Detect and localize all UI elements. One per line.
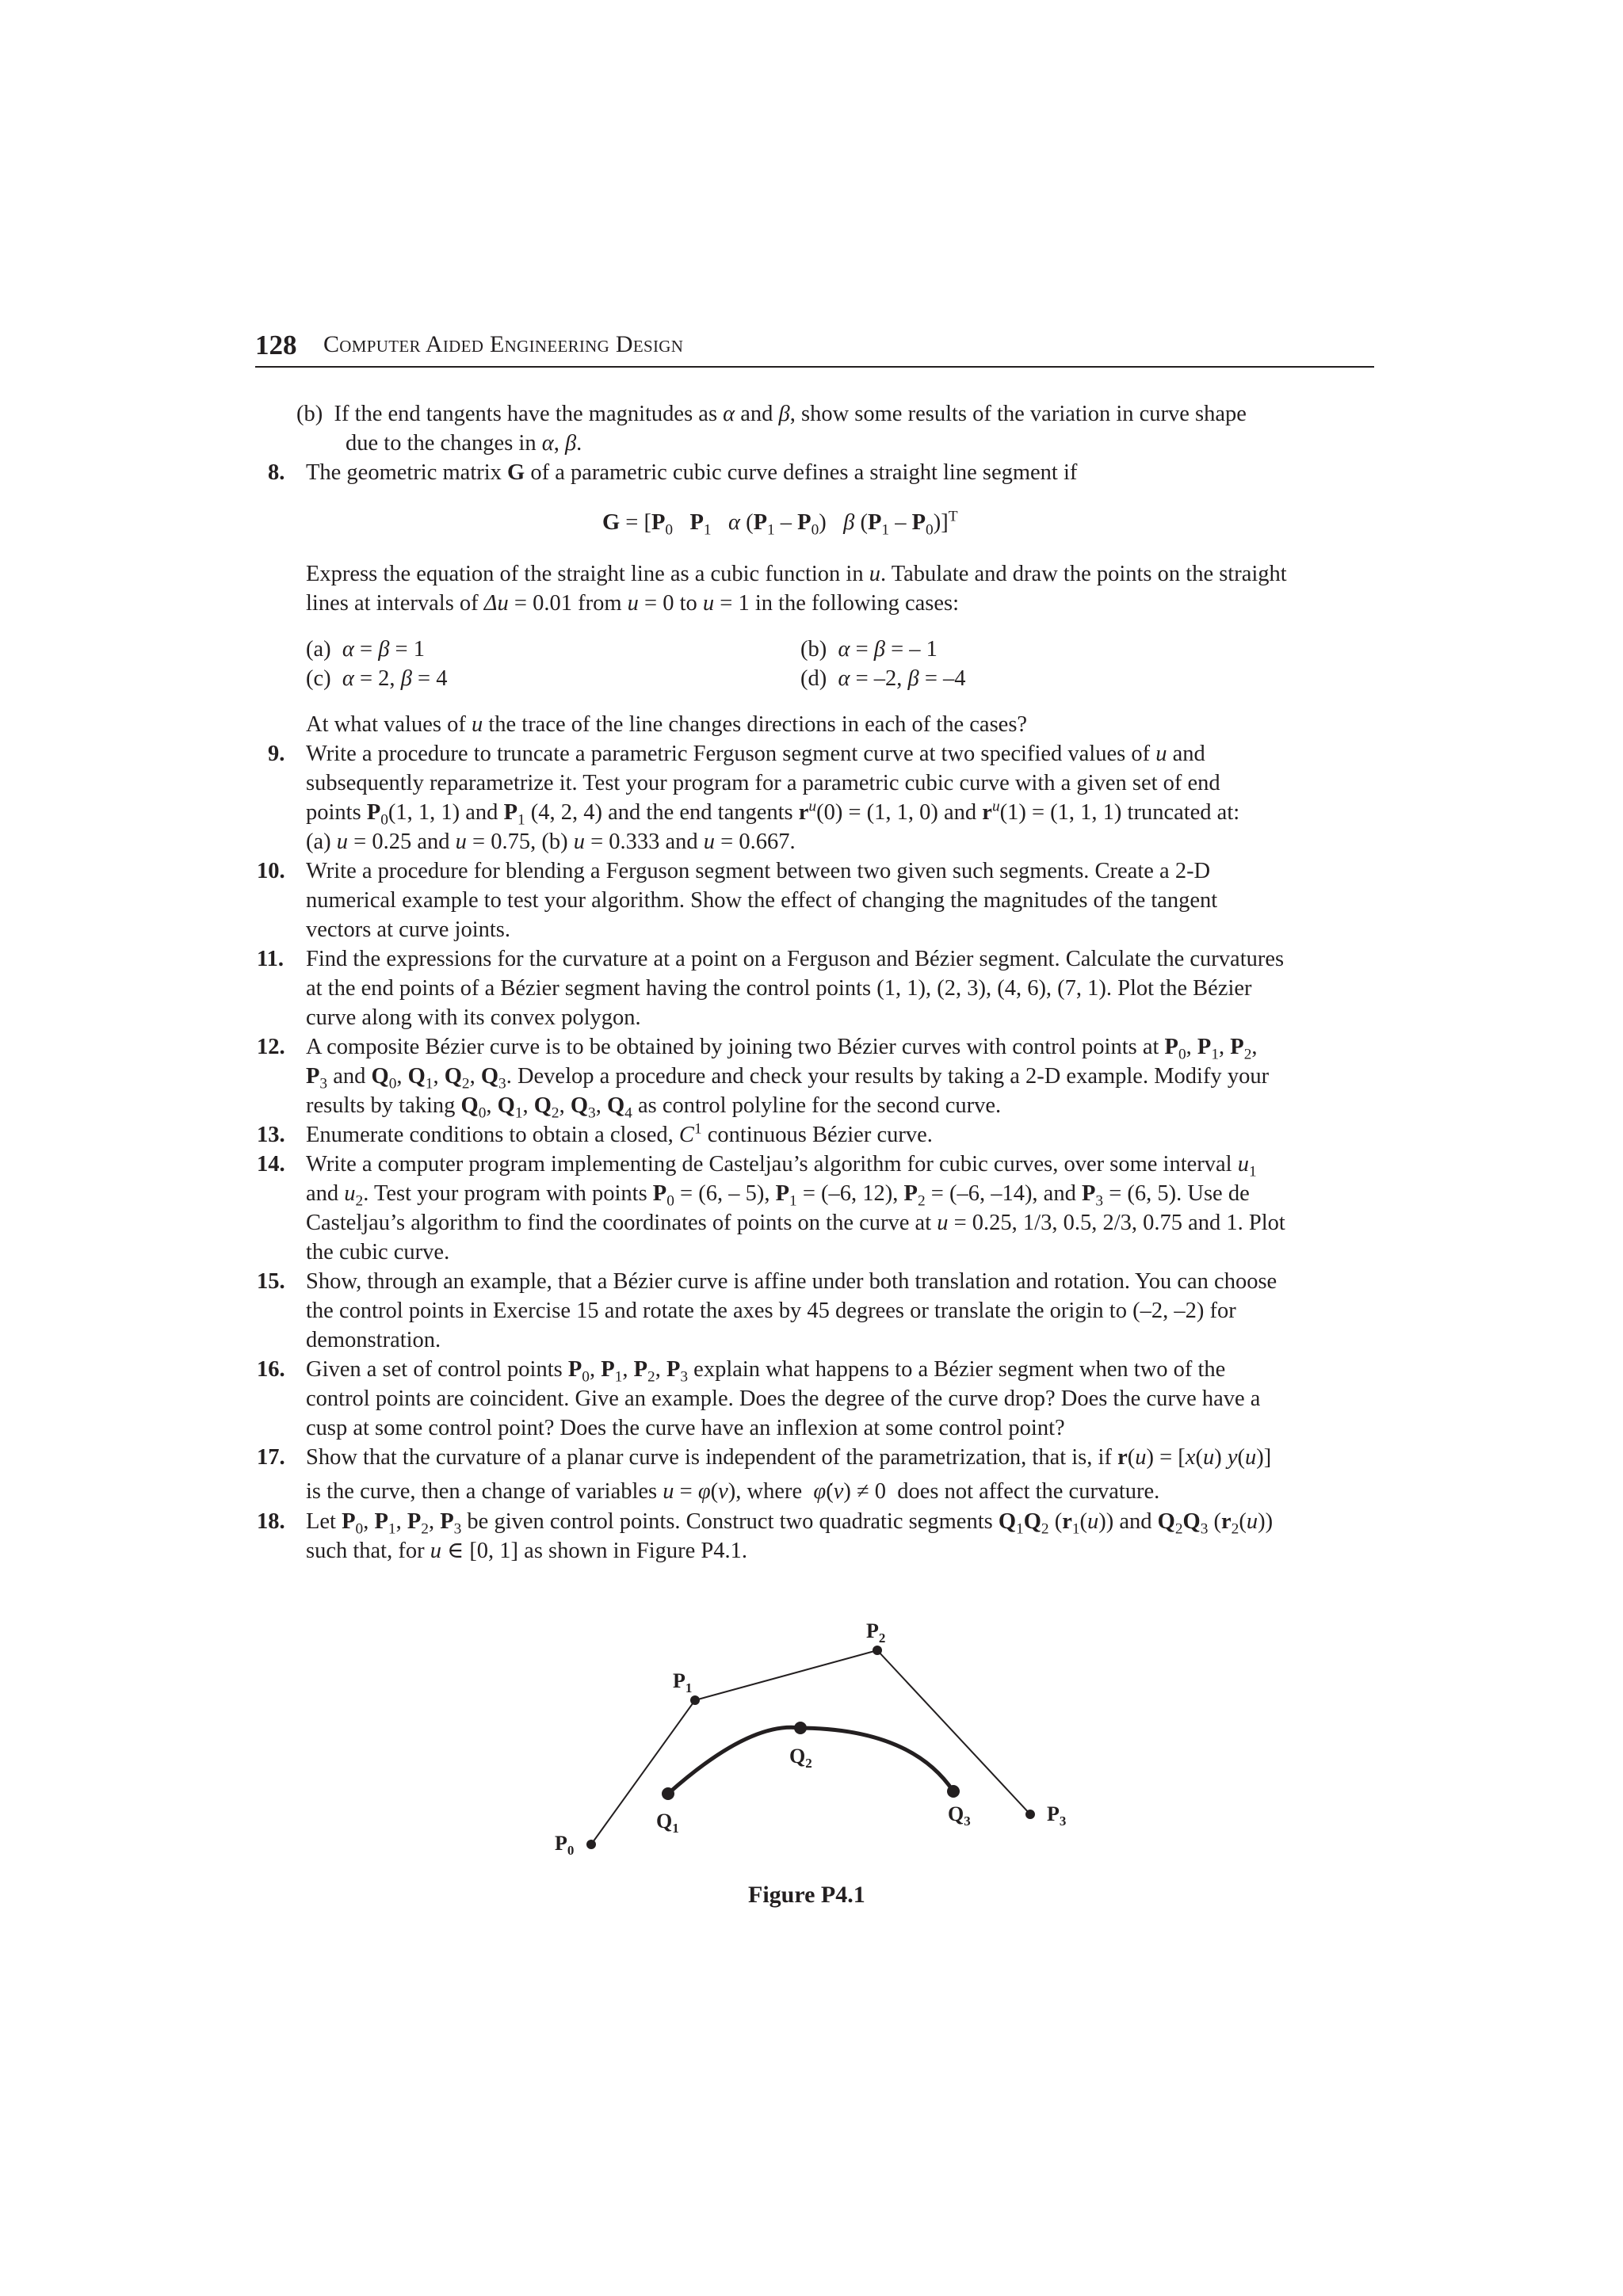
q10-line-3: vectors at curve joints. xyxy=(306,917,511,942)
label-p1: $P_1$ xyxy=(673,1669,693,1695)
q12-line-2: $P_3$ and $Q_0$, $Q_1$, $Q_2$, $Q_3$. Develop a procedure and check your results by taking a 2-D example. Modify your xyxy=(306,1064,1270,1093)
q11-line-1: Find the expressions for the curvature at a point on a Ferguson and Bézier segment. Calculate the curvatures xyxy=(306,947,1285,971)
q14-line-2: and $u_2$. Test your program with points $P_0 = (6$, – 5), $P_1 = (-6$, 12), $P_2 = (-6$, –14), and $P_3 = (6$, 5). Use de xyxy=(306,1181,1250,1210)
q9-line-1: Write a procedure to truncate a parametric Ferguson segment curve at two specified values of u and xyxy=(306,742,1205,766)
q14-line-3: Casteljau’s algorithm to find the coordinates of points on the curve at u = 0.25, 1/3, 0.5, 2/3, 0.75 and 1. Plot xyxy=(306,1211,1285,1235)
q12-line-1: A composite Bézier curve is to be obtained by joining two Bézier curves with control points at $P_0$, $P_1$, $P_2$, xyxy=(306,1035,1258,1063)
q9-number: 9. xyxy=(268,742,285,766)
page-number: 128 xyxy=(255,330,297,360)
q8-text-2: lines at intervals of Δu = 0.01 from u = 0 to u = 1 in the following cases: xyxy=(306,591,960,616)
q8-case-b: (b) α = β = – 1 xyxy=(800,637,938,662)
label-p3: $P_3$ xyxy=(1047,1802,1067,1829)
q8-case-a: (a) α = β = 1 xyxy=(306,637,425,662)
q9-line-2: subsequently reparametrize it. Test your program for a parametric cubic curve with a given set of end xyxy=(306,771,1220,795)
q3-point xyxy=(947,1785,960,1798)
q8-case-d: (d) α = –2, β = –4 xyxy=(800,666,966,691)
label-q1: $Q_1$ xyxy=(656,1810,679,1836)
q16-line-2: control points are coincident. Give an example. Does the degree of the curve drop? Does the curve have a xyxy=(306,1386,1261,1411)
q15-number: 15. xyxy=(257,1269,285,1294)
q13-number: 13. xyxy=(257,1123,285,1147)
q2-point xyxy=(794,1722,807,1734)
q8-closing: At what values of u the trace of the line changes directions in each of the cases? xyxy=(306,712,1028,737)
q15-line-3: demonstration. xyxy=(306,1328,441,1352)
q16-line-1: Given a set of control points $P_0$, $P_1$, $P_2$, $P_3$ explain what happens to a Bézier segment when two of the xyxy=(306,1357,1226,1386)
q18-line-2: such that, for u ∈ [0, 1] as shown in Figure P4.1. xyxy=(306,1539,748,1563)
q9-line-3: points $P_0(1$, 1, 1) and $P_1$ (4, 2, 4) and the end tangents $r^u(0) = (1$, 1, 0) and $r^u(1) = (1$, 1, 1) truncated at: xyxy=(306,798,1240,829)
q8-number: 8. xyxy=(268,460,285,485)
q18-number: 18. xyxy=(257,1509,285,1534)
label-p0: $P_0$ xyxy=(555,1832,575,1858)
p1-point xyxy=(690,1695,700,1705)
q7b-line-1: (b) If the end tangents have the magnitudes as α and β, show some results of the variation in curve shape xyxy=(296,402,1247,426)
q7b-line-2: due to the changes in α, β. xyxy=(346,431,582,456)
q17-line-2: is the curve, then a change of variables u = φ(v), where φ̇(v) ≠ 0 does not affect the curvature. xyxy=(306,1479,1160,1504)
q14-line-4: the cubic curve. xyxy=(306,1240,450,1264)
running-title: Computer Aided Engineering Design xyxy=(323,331,684,357)
q11-number: 11. xyxy=(257,947,285,971)
figure-caption: Figure P4.1 xyxy=(748,1882,865,1908)
q14-number: 14. xyxy=(257,1152,285,1177)
label-q3: $Q_3$ xyxy=(948,1802,971,1829)
q10-line-1: Write a procedure for blending a Ferguson segment between two given such segments. Create a 2-D xyxy=(306,859,1211,883)
q17-line-1: Show that the curvature of a planar curve is independent of the parametrization, that is, if r(u) = [x(u) y(u)] xyxy=(306,1445,1272,1470)
q16-number: 16. xyxy=(257,1357,285,1382)
q18-line-1: Let $P_0$, $P_1$, $P_2$, $P_3$ be given control points. Construct two quadratic segments $Q_1Q_2$ $(r_1(u))$ and $Q_2Q_3$ $(r_2(u))$ xyxy=(306,1509,1274,1538)
q12-line-3: results by taking $Q_0$, $Q_1$, $Q_2$, $Q_3$, $Q_4$ as control polyline for the second curve. xyxy=(306,1093,1002,1122)
label-p2: $P_2$ xyxy=(866,1619,886,1646)
q16-line-3: cusp at some control point? Does the curve have an inflexion at some control point? xyxy=(306,1416,1065,1440)
q15-line-1: Show, through an example, that a Bézier curve is affine under both translation and rotation. You can choose xyxy=(306,1269,1277,1294)
q11-line-3: curve along with its convex polygon. xyxy=(306,1005,641,1030)
q13-line-1: Enumerate conditions to obtain a closed, $C^1$ continuous Bézier curve. xyxy=(306,1120,933,1147)
p3-point xyxy=(1025,1810,1035,1819)
q8-text-1: Express the equation of the straight line as a cubic function in u. Tabulate and draw the points on the straight xyxy=(306,562,1287,586)
q15-line-2: the control points in Exercise 15 and rotate the axes by 45 degrees or translate the origin to (–2, –2) for xyxy=(306,1299,1236,1323)
q17-number: 17. xyxy=(257,1445,285,1470)
p2-point xyxy=(873,1646,882,1655)
q8-case-c: (c) α = 2, β = 4 xyxy=(306,666,448,691)
q10-number: 10. xyxy=(257,859,285,883)
q12-number: 12. xyxy=(257,1035,285,1059)
p0-point xyxy=(586,1840,596,1849)
q8-equation: $G = [P_0$ $P_1$ α $(P_1 - P_0)$ β $(P_1 - P_0)]^T$ xyxy=(602,508,958,539)
q14-line-1: Write a computer program implementing de Casteljau’s algorithm for cubic curves, over some interval $u_1$ xyxy=(306,1152,1257,1180)
q1-point xyxy=(662,1787,674,1800)
q9-line-4: (a) u = 0.25 and u = 0.75, (b) u = 0.333 and u = 0.667. xyxy=(306,830,796,854)
label-q2: $Q_2$ xyxy=(789,1745,812,1771)
q11-line-2: at the end points of a Bézier segment having the control points (1, 1), (2, 3), (4, 6), (7, 1). Plot the Bézier xyxy=(306,976,1252,1001)
q10-line-2: numerical example to test your algorithm. Show the effect of changing the magnitudes of the tangent xyxy=(306,888,1218,913)
q8-intro: The geometric matrix G of a parametric cubic curve defines a straight line segment if xyxy=(306,460,1078,485)
